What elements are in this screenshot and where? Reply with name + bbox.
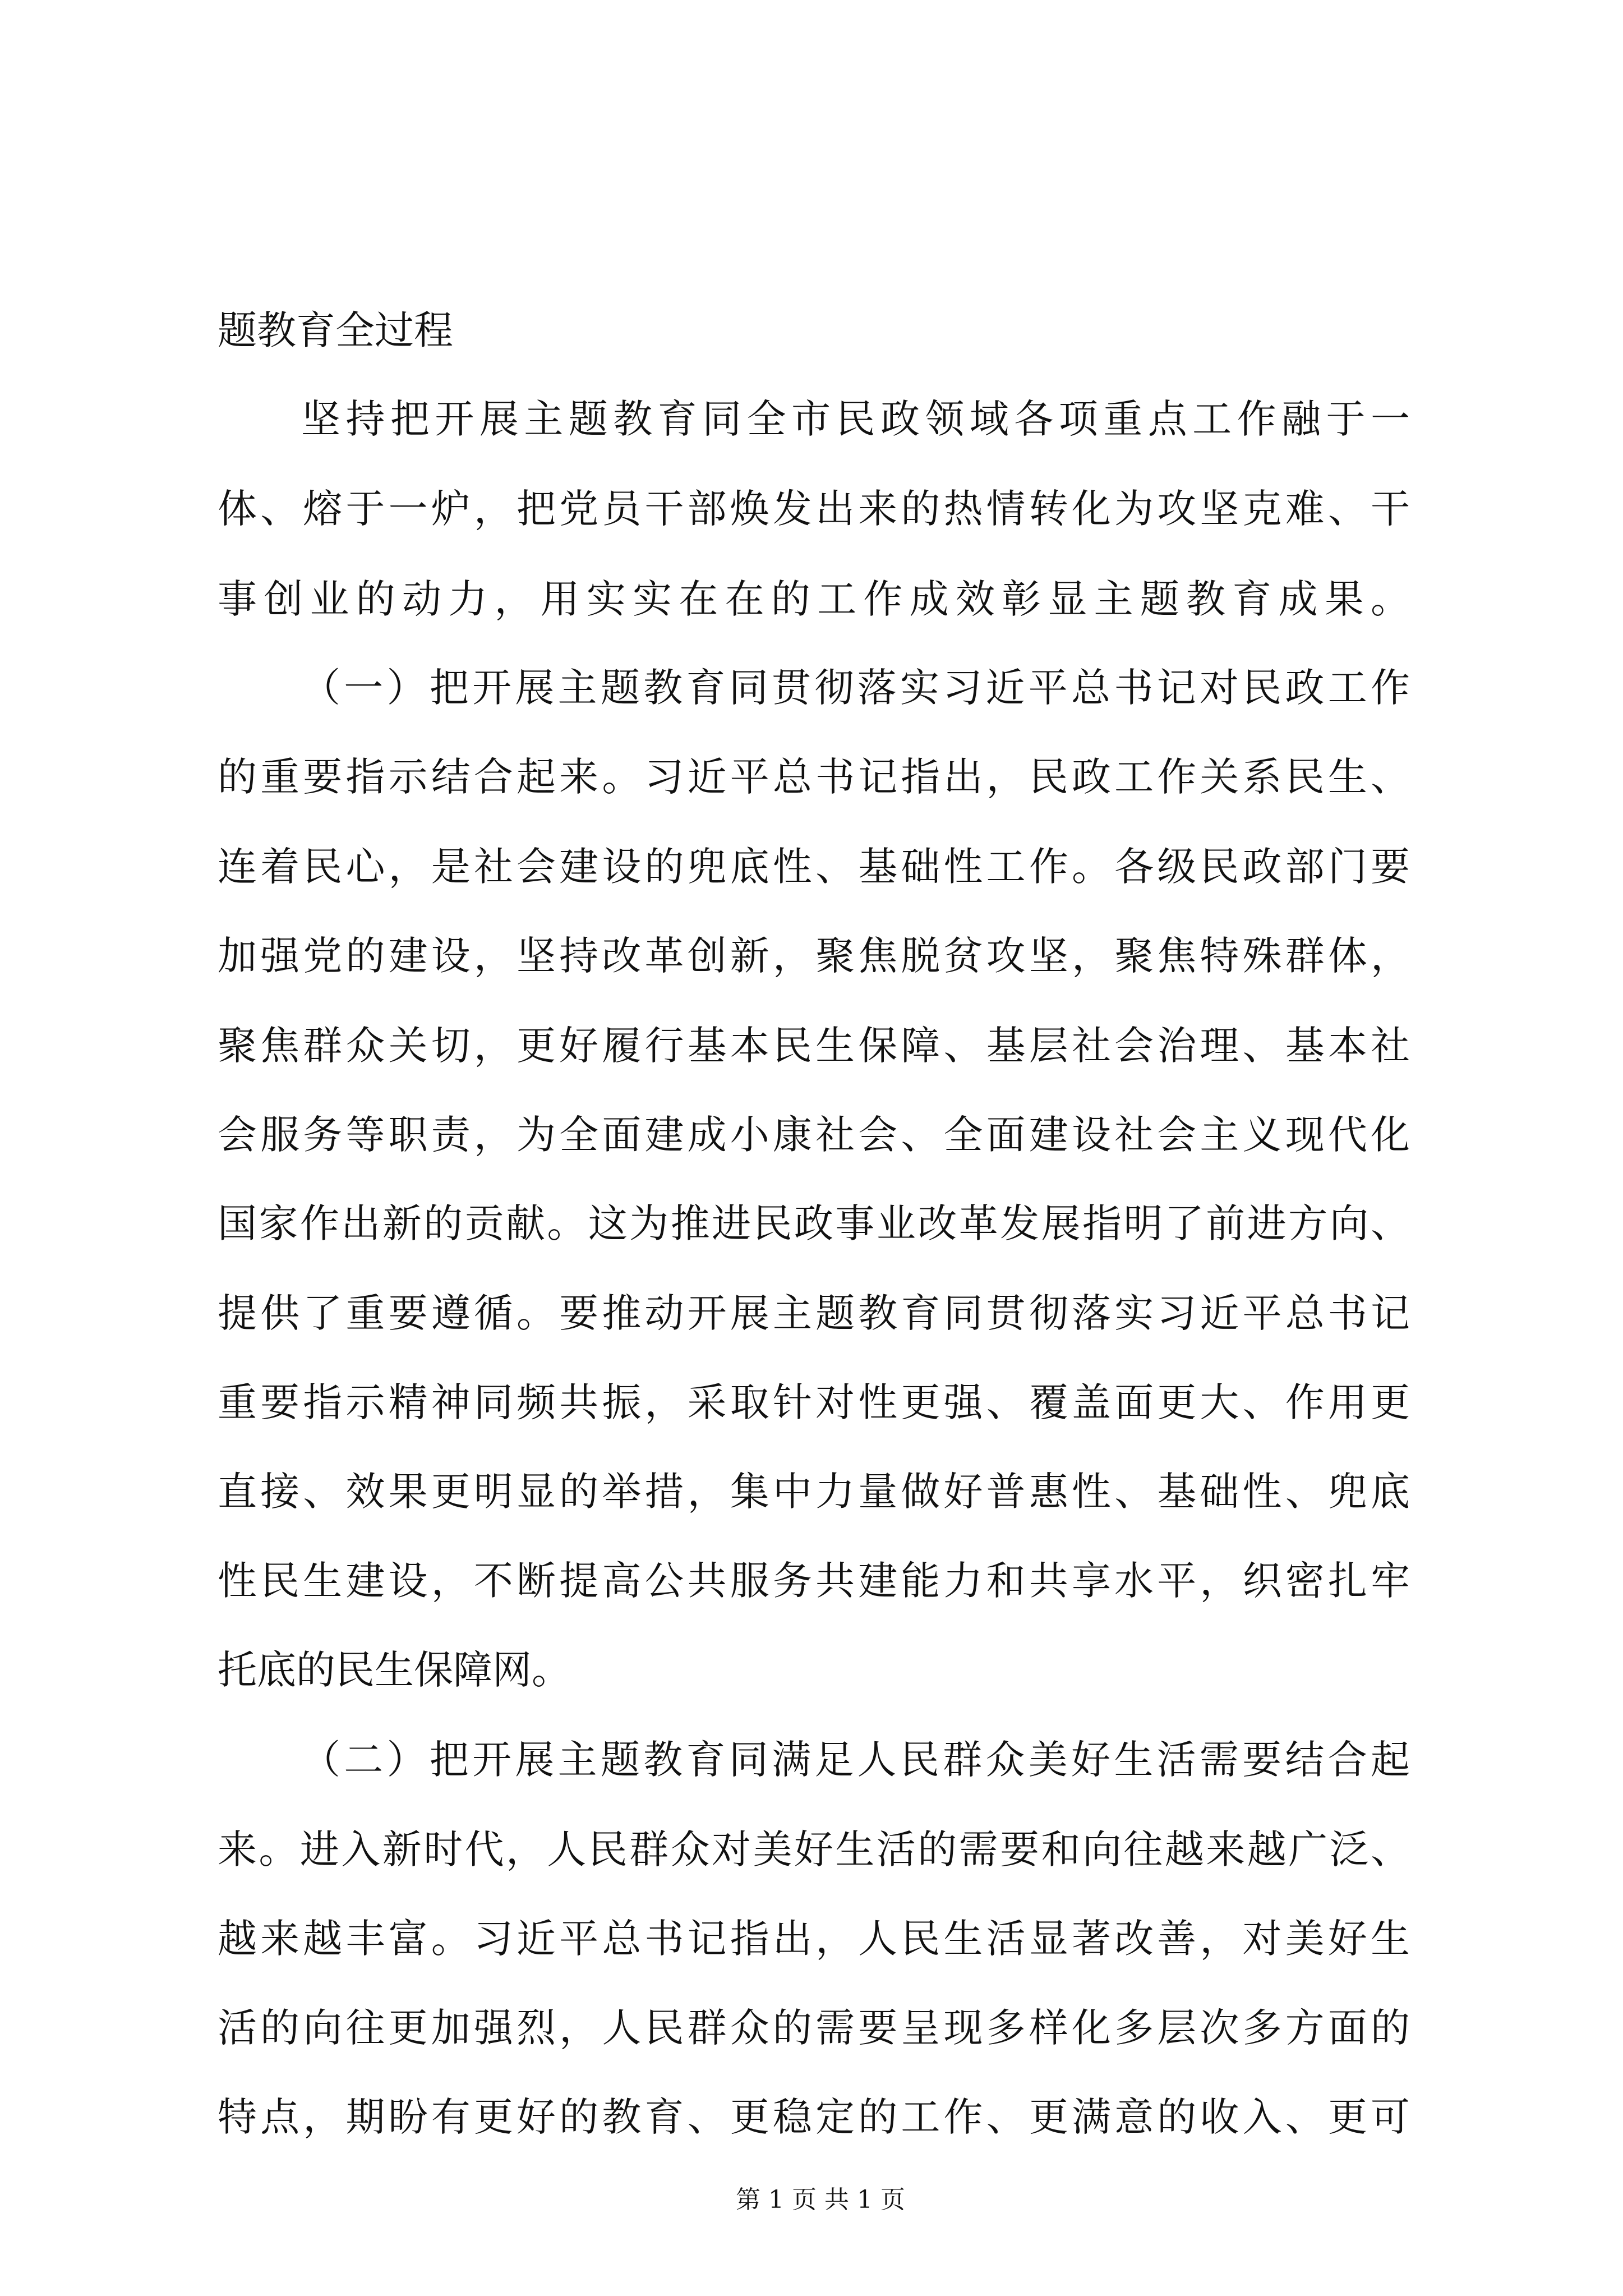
paragraph-line: 活的向往更加强烈，人民群众的需要呈现多样化多层次多方面的 bbox=[218, 2005, 1414, 2051]
paragraph-line: 聚焦群众关切，更好履行基本民生保障、基层社会治理、基本社 bbox=[218, 1023, 1414, 1069]
paragraph-line: 会服务等职责，为全面建成小康社会、全面建设社会主义现代化 bbox=[218, 1112, 1414, 1158]
paragraph-line: 来。进入新时代，人民群众对美好生活的需要和向往越来越广泛、 bbox=[218, 1826, 1412, 1872]
paragraph-line: 提供了重要遵循。要推动开展主题教育同贯彻落实习近平总书记 bbox=[218, 1290, 1414, 1336]
paragraph-line: 事创业的动力，用实实在在的工作成效彰显主题教育成果。 bbox=[218, 576, 1417, 622]
paragraph-line: （二）把开展主题教育同满足人民群众美好生活需要结合起 bbox=[301, 1737, 1414, 1783]
paragraph-line: 重要指示精神同频共振，采取针对性更强、覆盖面更大、作用更 bbox=[218, 1379, 1414, 1425]
paragraph-line: 托底的民生保障网。 bbox=[218, 1647, 571, 1693]
paragraph-line: 加强党的建设，坚持改革创新，聚焦脱贫攻坚，聚焦特殊群体， bbox=[218, 933, 1414, 979]
paragraph-line: 国家作出新的贡献。这为推进民政事业改革发展指明了前进方向、 bbox=[218, 1200, 1412, 1246]
paragraph-line: 坚持把开展主题教育同全市民政领域各项重点工作融于一 bbox=[301, 396, 1415, 442]
section-heading-fragment: 题教育全过程 bbox=[218, 307, 453, 353]
paragraph-line: 体、熔于一炉，把党员干部焕发出来的热情转化为攻坚克难、干 bbox=[218, 486, 1414, 532]
paragraph-line: 的重要指示结合起来。习近平总书记指出，民政工作关系民生、 bbox=[218, 754, 1414, 800]
paragraph-line: 特点，期盼有更好的教育、更稳定的工作、更满意的收入、更可 bbox=[218, 2094, 1414, 2140]
paragraph-line: （一）把开展主题教育同贯彻落实习近平总书记对民政工作 bbox=[301, 665, 1414, 711]
paragraph-line: 直接、效果更明显的举措，集中力量做好普惠性、基础性、兜底 bbox=[218, 1469, 1414, 1515]
page-number-footer: 第 1 页 共 1 页 bbox=[736, 2185, 905, 2214]
paragraph-line: 性民生建设，不断提高公共服务共建能力和共享水平，织密扎牢 bbox=[218, 1558, 1414, 1604]
paragraph-line: 连着民心，是社会建设的兜底性、基础性工作。各级民政部门要 bbox=[218, 844, 1414, 890]
paragraph-line: 越来越丰富。习近平总书记指出，人民生活显著改善，对美好生 bbox=[218, 1916, 1414, 1962]
